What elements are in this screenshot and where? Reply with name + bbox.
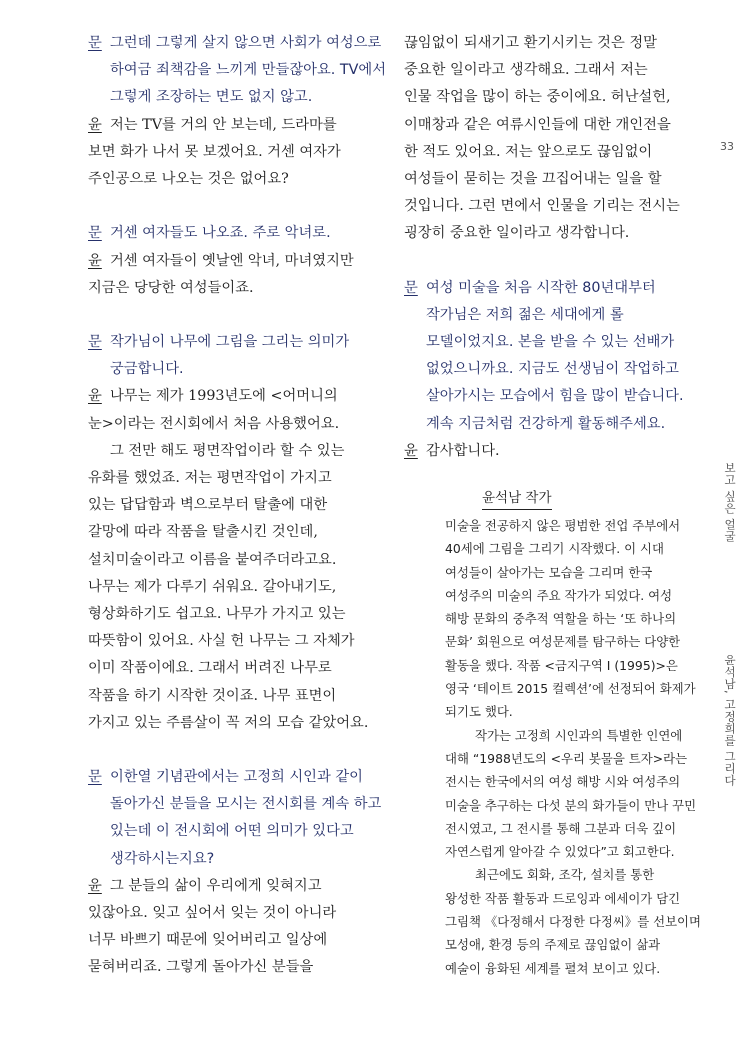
- page-number: 33: [720, 140, 734, 153]
- line-text: 저는 TV를 거의 안 보는데, 드라마를: [110, 116, 337, 133]
- line-text: 작가님이 나무에 그림을 그리는 의미가: [110, 334, 350, 351]
- line-text: 생각하시는지요?: [110, 850, 215, 867]
- bio-line: 미술을 전공하지 않은 평범한 전업 주부에서: [445, 518, 681, 533]
- line-text: 끊임없이 되새기고 환기시키는 것은 정말: [404, 35, 657, 51]
- line-text: 계속 지금처럼 건강하게 활동해주세요.: [426, 415, 666, 432]
- speaker-mark-moon: 문: [404, 279, 418, 296]
- text-line: [404, 302, 700, 329]
- artist-answer: [88, 383, 388, 437]
- running-subtitle: 윤석남, 고정희를 그리다: [723, 654, 737, 787]
- bio-line: 전시는 한국에서의 여성 해방 시와 여성주의: [445, 774, 681, 790]
- right-column: [404, 30, 700, 465]
- interviewer-question: [404, 275, 700, 438]
- line-text: 중요한 일이라고 생각해요. 그래서 저는: [404, 62, 648, 79]
- line-text: 있는 답답함과 벽으로부터 탈출에 대한: [88, 497, 328, 514]
- bio-body: [445, 514, 705, 980]
- bio-line: 미술을 추구하는 다섯 분의 화가들이 만나 꾸민: [445, 797, 697, 813]
- text-line: [88, 248, 388, 275]
- artist-answer: [88, 438, 388, 737]
- bio-line: 대해 “1988년도의 <우리 봇물을 트자>라는: [445, 750, 688, 766]
- line-text: 그 전만 해도 평면작업이라 할 수 있는: [110, 442, 345, 459]
- text-line: [88, 846, 388, 873]
- bio-line: 자연스럽게 알아갈 수 있었다”고 회고한다.: [445, 844, 675, 860]
- text-line: [88, 954, 388, 981]
- line-text: 형상화하기도 쉽고요. 나무가 가지고 있는: [88, 605, 346, 622]
- text-line: [88, 84, 388, 111]
- bio-line: 해방 문화의 중추적 역할을 하는 ‘또 하나의: [445, 611, 677, 627]
- text-line: [404, 193, 700, 220]
- line-text: 모델이었지요. 본을 받을 수 있는 선배가: [426, 334, 675, 351]
- text-line: [88, 655, 388, 682]
- text-line: [88, 30, 388, 57]
- text-line: [404, 166, 700, 193]
- bio-line: 그림책 《다정해서 다정한 다정씨》를 선보이며: [445, 914, 701, 930]
- interviewer-question: [88, 329, 388, 383]
- artist-answer: [88, 248, 388, 302]
- line-text: 이한열 기념관에서는 고정희 시인과 같이: [110, 769, 363, 786]
- text-line: [88, 383, 388, 410]
- bio-line: 활동을 했다. 작품 <금지구역 I (1995)>은: [445, 657, 678, 673]
- line-text: 여성 미술을 처음 시작한 80년대부터: [426, 279, 656, 296]
- text-line: [404, 139, 700, 166]
- speaker-mark-yoon: 윤: [88, 252, 102, 269]
- text-line: [88, 927, 388, 954]
- line-text: 감사합니다.: [426, 442, 500, 459]
- text-line: [404, 383, 700, 410]
- text-line: [88, 220, 388, 247]
- text-line: [88, 329, 388, 356]
- line-text: 거센 여자들도 나오죠. 주로 악녀로.: [110, 225, 331, 242]
- text-line: [88, 411, 388, 438]
- paragraph-gap: [88, 737, 388, 764]
- line-text: 인물 작업을 많이 하는 중이에요. 허난설헌,: [404, 89, 671, 106]
- text-line: [88, 356, 388, 383]
- text-line: [404, 356, 700, 383]
- bio-line: 최근에도 회화, 조각, 설치를 통한: [475, 867, 655, 883]
- text-line: [88, 574, 388, 601]
- text-line: [404, 275, 700, 302]
- text-line: [404, 30, 700, 57]
- bio-line: 영국 ‘테이트 2015 컬렉션’에 선정되어 화제가: [445, 681, 696, 697]
- text-line: [88, 139, 388, 166]
- bio-line: 문화’ 회원으로 여성문제를 탐구하는 다양한: [445, 634, 681, 650]
- bio-line: 작가는 고정희 시인과의 특별한 인연에: [475, 727, 683, 743]
- line-text: 그 분들의 삶이 우리에게 잊혀지고: [110, 877, 322, 894]
- line-text: 없었으니까요. 지금도 선생님이 작업하고: [426, 361, 679, 378]
- paragraph-gap: [88, 302, 388, 329]
- text-line: [404, 411, 700, 438]
- text-line: [88, 166, 388, 193]
- speaker-mark-moon: 문: [88, 225, 102, 242]
- text-line: [88, 601, 388, 628]
- line-text: 궁금합니다.: [110, 361, 184, 378]
- artist-answer: [404, 30, 700, 248]
- text-line: [404, 112, 700, 139]
- bio-line: 전시였고, 그 전시를 통해 그분과 더욱 깊이: [445, 820, 677, 836]
- speaker-mark-yoon: 윤: [404, 442, 418, 459]
- line-text: 눈>이라는 전시회에서 처음 사용했어요.: [88, 415, 340, 432]
- line-text: 설치미술이라고 이름을 붙여주더라고요.: [88, 551, 337, 568]
- speaker-mark-moon: 문: [88, 334, 102, 351]
- speaker-mark-yoon: 윤: [88, 388, 102, 405]
- artist-answer: [404, 438, 700, 465]
- line-text: 한 적도 있어요. 저는 앞으로도 끊임없이: [404, 143, 653, 160]
- left-column: [88, 30, 388, 982]
- line-text: 나무는 제가 다루기 쉬워요. 갈아내기도,: [88, 578, 337, 595]
- line-text: 지금은 당당한 여성들이죠.: [88, 279, 254, 296]
- bio-line: 되기도 했다.: [445, 704, 513, 720]
- line-text: 이매창과 같은 여류시인들에 대한 개인전을: [404, 116, 671, 133]
- bio-line: 예술이 융화된 세계를 펼쳐 보이고 있다.: [445, 960, 661, 976]
- artist-answer: [88, 112, 388, 194]
- running-title: 보고 싶은 얼굴: [723, 462, 737, 543]
- text-line: [88, 873, 388, 900]
- text-line: [88, 628, 388, 655]
- line-text: 것입니다. 그런 면에서 인물을 기리는 전시는: [404, 198, 680, 215]
- line-text: 작품을 하기 시작한 것이죠. 나무 표면이: [88, 687, 337, 704]
- line-text: 굉장히 중요한 일이라고 생각합니다.: [404, 225, 630, 242]
- line-text: 하여금 죄책감을 느끼게 만들잖아요. TV에서: [110, 62, 387, 79]
- interviewer-question: [88, 764, 388, 873]
- line-text: 유화를 했었죠. 저는 평면작업이 가지고: [88, 470, 332, 486]
- speaker-mark-moon: 문: [88, 769, 102, 786]
- line-text: 갈망에 따라 작품을 탈출시킨 것인데,: [88, 524, 318, 541]
- text-line: [404, 220, 700, 247]
- line-text: 여성들이 묻히는 것을 끄집어내는 일을 할: [404, 170, 662, 187]
- line-text: 따뜻함이 있어요. 사실 헌 나무는 그 자체가: [88, 633, 355, 650]
- line-text: 작가님은 저희 젊은 세대에게 롤: [426, 306, 624, 323]
- text-line: [88, 818, 388, 845]
- interviewer-question: [88, 30, 388, 112]
- text-line: [88, 438, 388, 465]
- text-line: [88, 112, 388, 139]
- interviewer-question: [88, 220, 388, 247]
- line-text: 거센 여자들이 옛날엔 악녀, 마녀였지만: [110, 252, 354, 269]
- artist-bio-box: [445, 488, 705, 980]
- line-text: 있잖아요. 잊고 싶어서 잊는 것이 아니라: [88, 905, 337, 921]
- text-line: [88, 547, 388, 574]
- line-text: 이미 작품이에요. 그래서 버려진 나무로: [88, 660, 332, 677]
- speaker-mark-moon: 문: [88, 35, 102, 51]
- paragraph-gap: [404, 248, 700, 275]
- line-text: 너무 바쁘기 때문에 잊어버리고 일상에: [88, 932, 328, 949]
- text-line: [88, 900, 388, 927]
- paragraph-gap: [88, 193, 388, 220]
- line-text: 가지고 있는 주름살이 꼭 저의 모습 같았어요.: [88, 714, 369, 731]
- speaker-mark-yoon: 윤: [88, 116, 102, 133]
- line-text: 살아가시는 모습에서 힘을 많이 받습니다.: [426, 388, 684, 405]
- line-text: 보면 화가 나서 못 보겠어요. 거센 여자가: [88, 143, 341, 160]
- artist-answer: [88, 873, 388, 982]
- text-line: [88, 57, 388, 84]
- speaker-mark-yoon: 윤: [88, 877, 102, 894]
- bio-line: 모성애, 환경 등의 주제로 끊임없이 삶과: [445, 937, 661, 953]
- bio-line: 40세에 그림을 그리기 시작했다. 이 시대: [445, 541, 664, 557]
- text-line: [88, 275, 388, 302]
- line-text: 나무는 제가 1993년도에 <어머니의: [110, 388, 338, 405]
- line-text: 묻혀버리죠. 그렇게 돌아가신 분들을: [88, 959, 314, 976]
- line-text: 그런데 그렇게 살지 않으면 사회가 여성으로: [110, 35, 382, 51]
- bio-line: 여성들이 살아가는 모습을 그리며 한국: [445, 564, 653, 580]
- line-text: 주인공으로 나오는 것은 없어요?: [88, 170, 289, 187]
- bio-line: 여성주의 미술의 주요 작가가 되었다. 여성: [445, 587, 673, 603]
- bio-title: 윤석남 작가: [482, 488, 552, 510]
- text-line: [88, 683, 388, 710]
- text-line: [88, 465, 388, 492]
- text-line: [404, 84, 700, 111]
- text-line: [88, 764, 388, 791]
- line-text: 있는데 이 전시회에 어떤 의미가 있다고: [110, 823, 354, 840]
- text-line: [404, 57, 700, 84]
- text-line: [404, 329, 700, 356]
- bio-line: 왕성한 작품 활동과 드로잉과 에세이가 담긴: [445, 890, 681, 906]
- text-line: [88, 791, 388, 818]
- text-line: [88, 492, 388, 519]
- text-line: [88, 710, 388, 737]
- text-line: [88, 519, 388, 546]
- line-text: 돌아가신 분들을 모시는 전시회를 계속 하고: [110, 796, 382, 813]
- line-text: 그렇게 조장하는 면도 없지 않고.: [110, 89, 313, 106]
- text-line: [404, 438, 700, 465]
